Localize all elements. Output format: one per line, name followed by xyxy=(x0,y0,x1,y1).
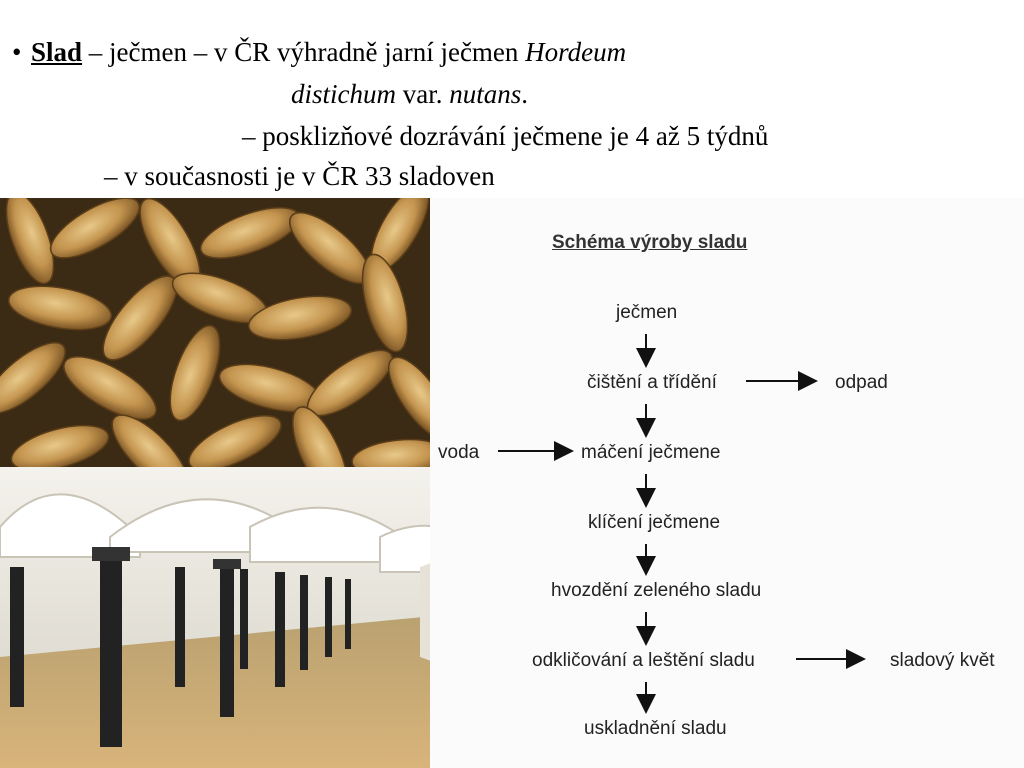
diagram-title: Schéma výroby sladu xyxy=(552,232,748,253)
step-kilning: hvozdění zeleného sladu xyxy=(551,580,762,601)
malt-production-diagram xyxy=(430,198,1024,768)
output-malt-sprouts: sladový květ xyxy=(890,650,995,671)
term-slad: Slad xyxy=(31,37,83,67)
input-water: voda xyxy=(438,442,480,463)
barley-grain-photo xyxy=(0,198,432,467)
step-steeping: máčení ječmene xyxy=(581,442,721,463)
variety-name: nutans xyxy=(449,79,522,109)
flow-arrows xyxy=(430,198,1024,768)
var-text: var. xyxy=(396,79,450,109)
line-1-italic: Hordeum xyxy=(525,37,627,67)
line-1-text: – ječmen – v ČR výhradně jarní ječmen xyxy=(82,37,526,67)
line-1 xyxy=(31,36,626,68)
step-storage: uskladnění sladu xyxy=(584,718,727,739)
barley-grain-illustration xyxy=(0,198,432,467)
step-cleaning: čištění a třídění xyxy=(587,372,717,393)
species-name: distichum xyxy=(291,79,396,109)
step-barley: ječmen xyxy=(616,302,678,323)
line-2 xyxy=(291,78,528,110)
line-3: – posklizňové dozrávání ječmene je 4 až 5 týdnů xyxy=(242,121,769,151)
line-2-end: . xyxy=(521,79,529,109)
line-4: – v současnosti je v ČR 33 sladoven xyxy=(104,161,495,191)
step-degerming: odkličování a leštění sladu xyxy=(532,650,755,671)
output-waste: odpad xyxy=(835,372,888,393)
step-germination: klíčení ječmene xyxy=(588,512,721,533)
bullet: • xyxy=(12,37,22,67)
